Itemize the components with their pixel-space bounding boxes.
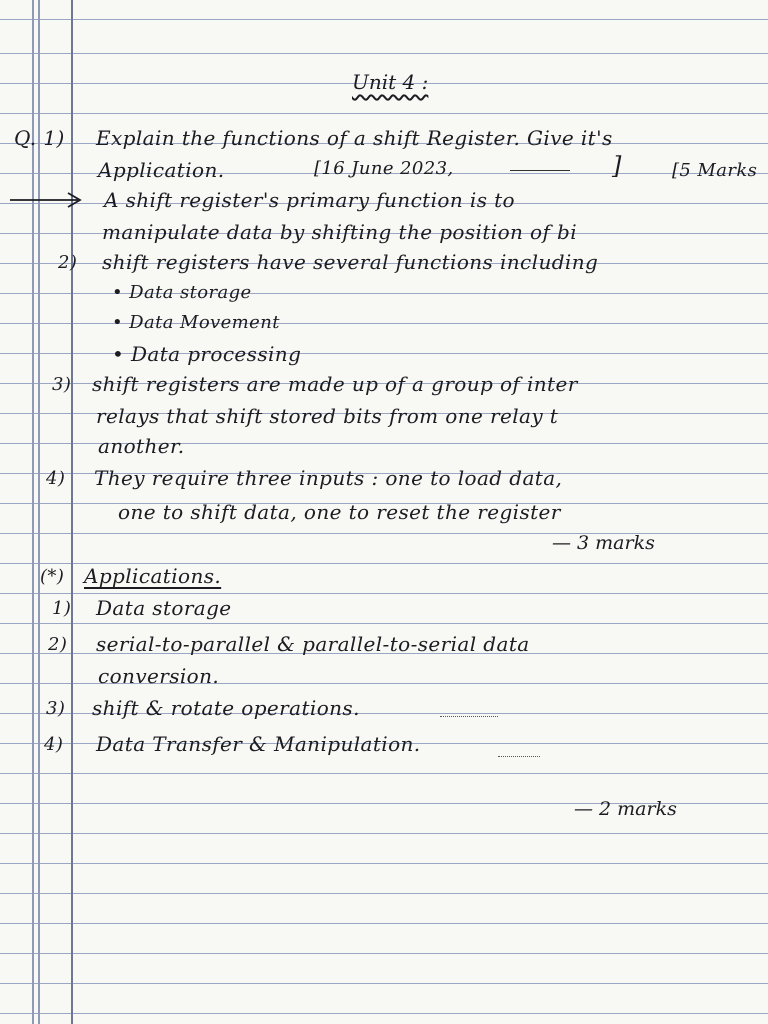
- application-item-2: serial-to-parallel & parallel-to-serial data: [96, 632, 530, 656]
- application-number-2: 2): [48, 634, 68, 655]
- exam-date: [16 June 2023,: [314, 158, 454, 179]
- answer-number-2: 2): [58, 252, 78, 273]
- application-item-4: Data Transfer & Manipulation.: [96, 732, 421, 756]
- question-text-continued: Application.: [98, 158, 225, 182]
- answer-line-5: relays that shift stored bits from one relay t: [96, 404, 559, 428]
- application-item-3: shift & rotate operations.: [92, 696, 360, 720]
- answer-line-1: A shift register's primary function is to: [104, 188, 515, 212]
- bullet-data-storage: • Data storage: [112, 282, 252, 303]
- application-item-1: Data storage: [96, 596, 232, 620]
- application-item-2-continued: conversion.: [98, 664, 220, 688]
- answer-line-8: one to shift data, one to reset the register: [118, 500, 561, 524]
- blank-dash: [510, 170, 570, 171]
- dotted-line: [498, 756, 540, 757]
- application-number-3: 3): [46, 698, 66, 719]
- question-text: Explain the functions of a shift Register. Give it's: [96, 126, 613, 150]
- answer-line-2: manipulate data by shifting the position of bi: [102, 220, 578, 244]
- answer-marks: — 3 marks: [552, 532, 655, 554]
- answer-line-3: shift registers have several functions including: [102, 250, 599, 274]
- question-marks: [5 Marks: [672, 160, 758, 181]
- margin-line-left: [32, 0, 34, 1024]
- margin-line-left-inner: [38, 0, 40, 1024]
- answer-number-3: 3): [52, 374, 72, 395]
- applications-heading: Applications.: [84, 564, 222, 588]
- application-number-4: 4): [44, 734, 64, 755]
- bullet-data-processing: • Data processing: [112, 342, 302, 366]
- answer-line-7: They require three inputs : one to load data,: [94, 466, 563, 490]
- dotted-line: [440, 716, 498, 717]
- arrow-icon: [8, 190, 90, 210]
- applications-marks: — 2 marks: [574, 798, 677, 820]
- page-title: Unit 4 :: [352, 70, 429, 94]
- question-number: Q. 1): [14, 126, 65, 150]
- application-number-1: 1): [52, 598, 72, 619]
- answer-line-6: another.: [98, 434, 185, 458]
- bullet-data-movement: • Data Movement: [112, 312, 280, 333]
- margin-line-main: [71, 0, 73, 1024]
- answer-line-4: shift registers are made up of a group of inter: [92, 372, 578, 396]
- close-bracket: ]: [612, 152, 622, 180]
- answer-number-4: 4): [46, 468, 66, 489]
- applications-marker: (*): [40, 566, 65, 587]
